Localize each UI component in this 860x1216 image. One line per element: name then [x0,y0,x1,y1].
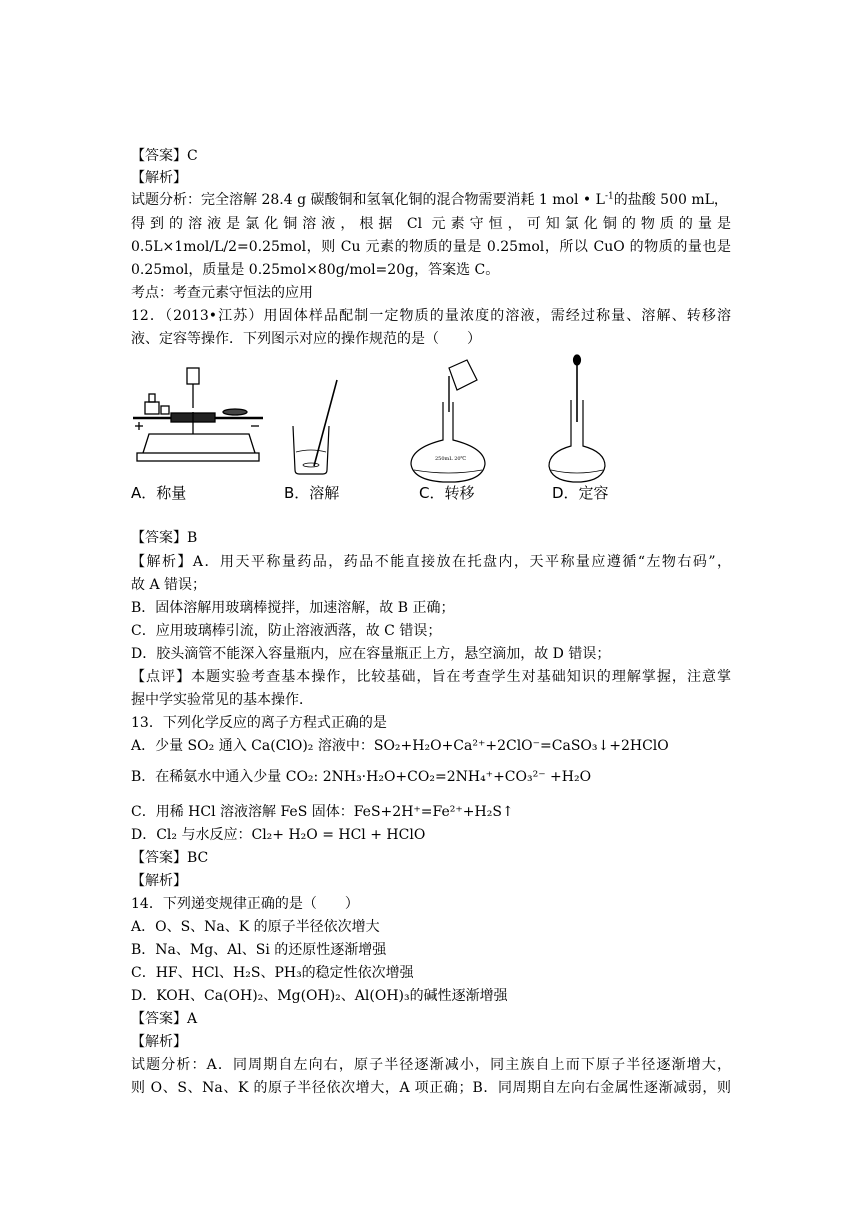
q13-option-c: C．用稀 HCl 溶液溶解 FeS 固体：FeS+2H⁺=Fe²⁺+H₂S↑ [131,804,514,820]
q14-stem: 14．下列递变规律正确的是（ ） [131,896,359,912]
q13-answer [131,849,731,867]
analysis-label: 【解析】 [131,554,193,570]
text-span: 试题分析：完全溶解 28.4 g 碳酸铜和氢氧化铜的混合物需要消耗 1 mol • L [131,192,605,208]
q12-analysis-a-cont: 故 A 错误； [131,577,207,593]
volumetric-flask-transfer-illustration [411,360,485,482]
q12-figure [131,352,651,504]
q13-option-b: B．在稀氨水中通入少量 CO₂: 2NH₃·H₂O+CO₂=2NH₄⁺+CO₃²⁻ +H₂O [131,769,592,785]
text-span: A．用天平称量药品，药品不能直接放在托盘内，天平称量应遵循“左物右码”， [192,554,731,570]
q12-stem-line-1: 12．（2013•江苏）用固体样品配制一定物质的量浓度的溶液，需经过称量、溶解、转移溶 [131,308,731,324]
answer-value: A [187,1011,198,1027]
caption-b: B．溶解 [284,484,340,502]
q12-stem-line-2: 液、定容等操作．下列图示对应的操作规范的是（ ） [131,331,481,347]
balance-illustration [133,368,263,461]
q13-option-a: A．少量 SO₂ 通入 Ca(ClO)₂ 溶液中：SO₂+H₂O+Ca²⁺+2ClO⁻=CaSO₃↓+2HClO [131,738,669,754]
q12-analysis-a [131,553,731,571]
answer-label: 【答案】 [131,850,187,866]
comment-label: 【点评】 [131,669,192,685]
answer-value: B [187,530,198,546]
q14-analysis-line-1: 试题分析：A．同周期自左向右，原子半径逐渐减小，同主族自上而下原子半径逐渐增大， [131,1057,731,1073]
text-span: 本题实验考查基本操作，比较基础，旨在考查学生对基础知识的理解掌握，注意掌 [191,669,732,685]
q11-answer [131,147,731,165]
superscript: -1 [604,191,614,202]
q14-option-d: D．KOH、Ca(OH)₂、Mg(OH)₂、Al(OH)₃的碱性逐渐增强 [131,988,508,1004]
caption-c: C．转移 [419,484,475,502]
caption-a: A．称量 [131,484,187,502]
answer-label: 【答案】 [131,530,187,546]
q13-option-d: D．Cl₂ 与水反应：Cl₂+ H₂O = HCl + HClO [131,827,426,843]
answer-value: BC [187,850,209,866]
q13-analysis-label: 【解析】 [131,873,187,889]
answer-label: 【答案】 [131,1011,187,1027]
beaker-illustration [293,380,337,474]
volumetric-flask-dropper-illustration [549,355,605,482]
q14-option-b: B．Na、Mg、Al、Si 的还原性逐渐增强 [131,942,387,958]
q14-option-a: A．O、S、Na、K 的原子半径依次增大 [131,919,380,935]
q12-analysis-b: B．固体溶解用玻璃棒搅拌，加速溶解，故 B 正确； [131,600,455,616]
q14-analysis-line-2: 则 O、S、Na、K 的原子半径依次增大，A 项正确；B．同周期自左向右金属性逐渐减弱，则 [131,1080,731,1096]
q12-answer [131,529,731,547]
q13-stem: 13．下列化学反应的离子方程式正确的是 [131,715,387,731]
q14-answer [131,1010,731,1028]
q12-analysis-d: D．胶头滴管不能深入容量瓶内，应在容量瓶正上方，悬空滴加，故 D 错误； [131,646,611,662]
answer-value: C [187,148,198,164]
answer-label: 【答案】 [131,148,187,164]
q12-analysis-c: C．应用玻璃棒引流，防止溶液洒落，故 C 错误； [131,623,442,639]
q12-comment-cont: 握中学实验常见的基本操作． [131,692,313,708]
q12-comment [131,668,731,686]
q11-analysis-line-2: 得到的溶液是氯化铜溶液，根据 Cl 元素守恒，可知氯化铜的物质的量是 [131,216,731,232]
q11-analysis-line-4: 0.25mol，质量是 0.25mol×80g/mol=20g，答案选 C。 [131,262,500,278]
q14-analysis-label: 【解析】 [131,1034,187,1050]
q11-analysis-line-5: 考点：考查元素守恒法的应用 [131,285,313,301]
caption-d: D．定容 [552,484,609,502]
q11-analysis-line-1 [131,191,731,209]
flask-label: 250mL 20℃ [435,456,467,462]
q14-option-c: C．HF、HCl、H₂S、PH₃的稳定性依次增强 [131,965,414,981]
text-span: 的盐酸 500 mL， [613,192,728,208]
q11-analysis-label: 【解析】 [131,170,187,186]
q11-analysis-line-3: 0.5L×1mol/L/2=0.25mol，则 Cu 元素的物质的量是 0.25mol，所以 CuO 的物质的量也是 [131,239,731,255]
